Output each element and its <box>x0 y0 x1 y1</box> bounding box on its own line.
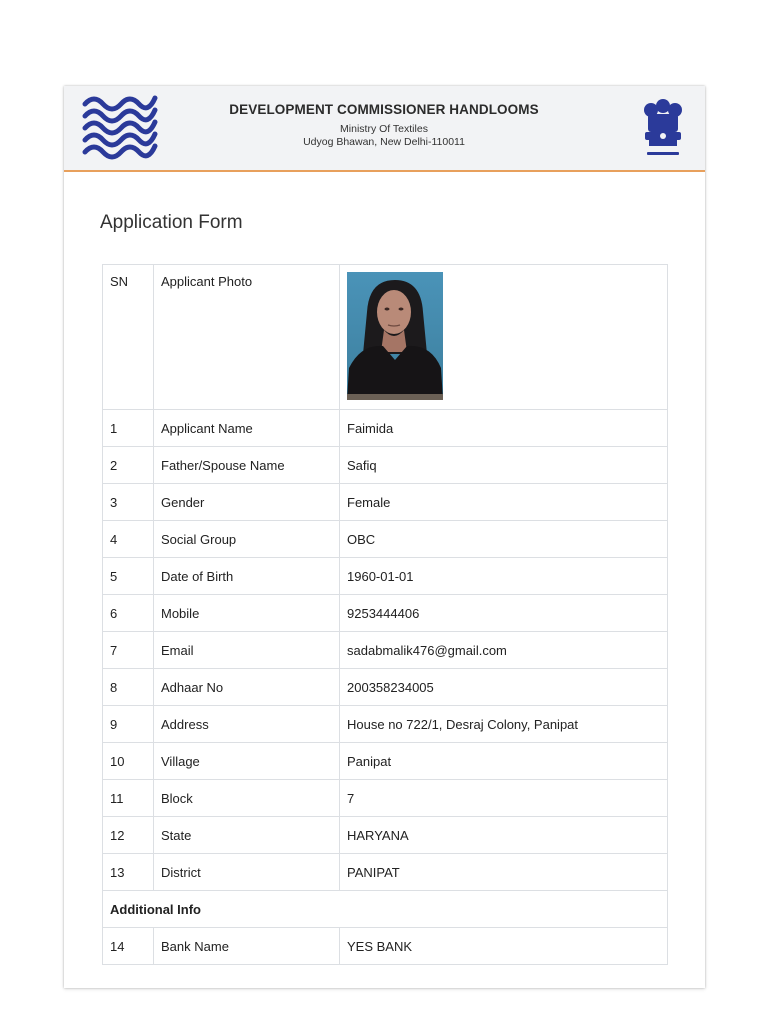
row-value: OBC <box>340 521 668 558</box>
table-row <box>103 521 668 558</box>
header-address: Udyog Bhawan, New Delhi-110011 <box>303 136 465 148</box>
row-label: Bank Name <box>154 928 340 965</box>
section-row-additional-info <box>103 891 668 928</box>
row-value: Faimida <box>340 410 668 447</box>
header-ministry: Ministry Of Textiles <box>340 123 428 135</box>
row-label: Date of Birth <box>154 558 340 595</box>
row-value: Female <box>340 484 668 521</box>
applicant-photo <box>347 272 443 400</box>
row-label: Address <box>154 706 340 743</box>
row-sn: 13 <box>103 854 154 891</box>
row-label: Social Group <box>154 521 340 558</box>
row-label: Applicant Name <box>154 410 340 447</box>
row-sn: 11 <box>103 780 154 817</box>
row-sn: 14 <box>103 928 154 965</box>
table-row <box>103 595 668 632</box>
row-sn: 7 <box>103 632 154 669</box>
wave-logo-icon <box>82 94 158 164</box>
row-label: Village <box>154 743 340 780</box>
table-row <box>103 706 668 743</box>
row-sn: 10 <box>103 743 154 780</box>
header-title: DEVELOPMENT COMMISSIONER HANDLOOMS <box>229 102 539 117</box>
row-sn: 3 <box>103 484 154 521</box>
row-value: PANIPAT <box>340 854 668 891</box>
table-row <box>103 854 668 891</box>
row-value: Safiq <box>340 447 668 484</box>
row-value: Panipat <box>340 743 668 780</box>
header-text <box>184 102 584 149</box>
row-value: sadabmalik476@gmail.com <box>340 632 668 669</box>
row-value: 1960-01-01 <box>340 558 668 595</box>
photo-label: Applicant Photo <box>154 265 340 410</box>
row-value: 7 <box>340 780 668 817</box>
section-label: Additional Info <box>103 891 668 928</box>
row-label: Mobile <box>154 595 340 632</box>
row-sn: 6 <box>103 595 154 632</box>
page-header <box>64 86 705 172</box>
row-value: House no 722/1, Desraj Colony, Panipat <box>340 706 668 743</box>
row-label: District <box>154 854 340 891</box>
application-table <box>102 264 668 965</box>
additional-details <box>103 928 668 965</box>
row-label: State <box>154 817 340 854</box>
applicant-details <box>103 410 668 891</box>
table-row <box>103 410 668 447</box>
row-label: Block <box>154 780 340 817</box>
row-label: Adhaar No <box>154 669 340 706</box>
row-label: Father/Spouse Name <box>154 447 340 484</box>
row-sn: 12 <box>103 817 154 854</box>
row-sn: 8 <box>103 669 154 706</box>
row-sn: 4 <box>103 521 154 558</box>
table-row <box>103 447 668 484</box>
table-row <box>103 669 668 706</box>
table-row <box>103 817 668 854</box>
application-card <box>64 86 705 988</box>
row-sn: 1 <box>103 410 154 447</box>
table-row <box>103 743 668 780</box>
row-label: Gender <box>154 484 340 521</box>
row-value: 200358234005 <box>340 669 668 706</box>
table-row <box>103 484 668 521</box>
row-label: Email <box>154 632 340 669</box>
row-value: YES BANK <box>340 928 668 965</box>
row-sn: 2 <box>103 447 154 484</box>
table-row <box>103 928 668 965</box>
table-row <box>103 780 668 817</box>
table-row <box>103 632 668 669</box>
row-sn: 9 <box>103 706 154 743</box>
row-value: HARYANA <box>340 817 668 854</box>
row-value: 9253444406 <box>340 595 668 632</box>
national-emblem-icon <box>639 96 687 162</box>
sn-header: SN <box>103 265 154 410</box>
form-title: Application Form <box>100 212 243 233</box>
photo-cell <box>340 265 668 410</box>
table-row <box>103 558 668 595</box>
photo-row <box>103 265 668 410</box>
row-sn: 5 <box>103 558 154 595</box>
